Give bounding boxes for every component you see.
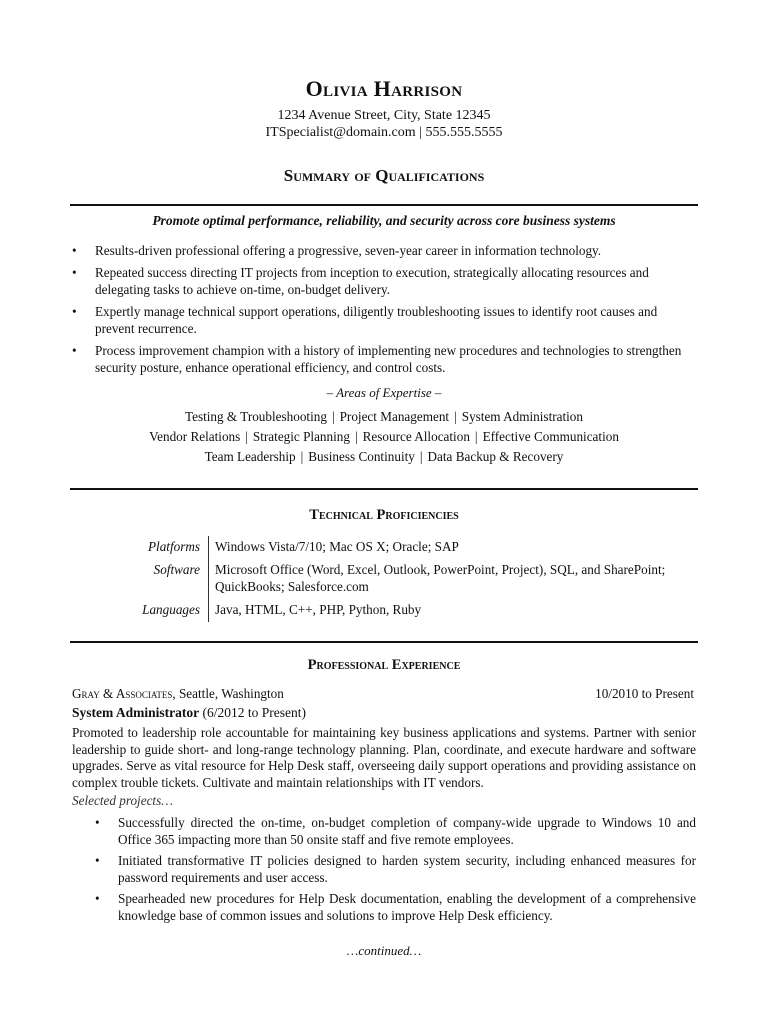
expertise-item: Testing & Troubleshooting xyxy=(184,409,327,424)
employment-dates: 10/2010 to Present xyxy=(595,686,694,701)
bullet-text: Results-driven professional offering a progressive, seven-year career in information technology. xyxy=(95,243,602,258)
role-title: System Administrator xyxy=(72,705,200,720)
list-item xyxy=(95,853,696,886)
list-item xyxy=(72,264,698,298)
expertise-separator: | xyxy=(331,409,335,424)
email: ITSpecialist@domain.com xyxy=(265,125,416,140)
table-row xyxy=(70,559,698,599)
address-line: 1234 Avenue Street, City, State 12345 xyxy=(277,108,491,123)
tech-label: Platforms xyxy=(70,536,209,559)
summary-bullets xyxy=(72,242,698,381)
expertise-item: Team Leadership xyxy=(204,449,296,464)
employer-row xyxy=(72,686,694,702)
bullet-glyph: • xyxy=(72,265,77,280)
expertise-item: Data Backup & Recovery xyxy=(427,449,564,464)
company-location: Seattle, Washington xyxy=(175,686,284,701)
bullet-glyph: • xyxy=(95,853,100,868)
technical-table xyxy=(70,536,698,622)
project-text: Successfully directed the on-time, on-budget completion of company-wide upgrade to Windows 10 and Office 365 impacting more than 50 onsite staff and five remote employees. xyxy=(118,815,696,847)
summary-title: Summary of Qualifications xyxy=(283,166,485,185)
tech-value: Microsoft Office (Word, Excel, Outlook, PowerPoint, Project), SQL, and SharePoint; QuickBooks; Salesforce.com xyxy=(215,562,666,594)
bullet-glyph: • xyxy=(72,243,77,258)
expertise-separator: | xyxy=(300,449,304,464)
phone: 555.555.5555 xyxy=(425,125,503,140)
bullet-text: Process improvement champion with a history of implementing new procedures and technologies to strengthen security posture, enhance operational efficiency, and control costs. xyxy=(95,343,682,375)
company-name: Gray & Associates, xyxy=(72,686,176,701)
expertise-item: Business Continuity xyxy=(308,449,415,464)
role-dates: (6/2012 to Present) xyxy=(199,705,306,720)
list-item xyxy=(72,242,698,259)
expertise-item: Strategic Planning xyxy=(252,429,350,444)
list-item xyxy=(72,303,698,337)
experience-title: Professional Experience xyxy=(307,657,461,673)
technical-rule xyxy=(70,488,698,490)
summary-tagline: Promote optimal performance, reliability, and security across core business systems xyxy=(152,213,616,228)
role-line xyxy=(72,705,306,721)
expertise-item: System Administration xyxy=(461,409,583,424)
contact-line xyxy=(0,125,768,141)
selected-projects-label: Selected projects… xyxy=(72,793,173,808)
expertise-line xyxy=(0,449,768,465)
bullet-glyph: • xyxy=(72,343,77,358)
expertise-item: Effective Communication xyxy=(482,429,619,444)
expertise-line xyxy=(0,429,768,445)
bullet-text: Expertly manage technical support operations, diligently troubleshooting issues to identify root causes and prevent recurrence. xyxy=(95,304,658,336)
expertise-item: Vendor Relations xyxy=(149,429,241,444)
expertise-line xyxy=(0,409,768,425)
bullet-text: Repeated success directing IT projects from inception to execution, strategically allocating resources and delegating tasks to achieve on-time, on-budget delivery. xyxy=(95,265,649,297)
bullet-glyph: • xyxy=(72,304,77,319)
list-item xyxy=(72,342,698,376)
candidate-name: Olivia Harrison xyxy=(305,76,463,101)
expertise-item: Resource Allocation xyxy=(362,429,470,444)
tech-value: Java, HTML, C++, PHP, Python, Ruby xyxy=(215,602,422,617)
expertise-separator: | xyxy=(454,409,457,424)
expertise-separator: | xyxy=(354,429,358,444)
tech-label: Software xyxy=(70,559,209,599)
technical-title: Technical Proficiencies xyxy=(309,507,459,523)
bullet-glyph: • xyxy=(95,891,100,906)
table-row xyxy=(70,536,698,559)
continued-note: …continued… xyxy=(346,943,422,958)
expertise-separator: | xyxy=(474,429,478,444)
list-item xyxy=(95,815,696,848)
expertise-title: – Areas of Expertise – xyxy=(326,385,442,400)
expertise-item: Project Management xyxy=(339,409,450,424)
contact-separator: | xyxy=(415,125,426,140)
project-text: Initiated transformative IT policies designed to harden system security, including enhanced measures for password requirements and user access. xyxy=(118,853,696,885)
summary-rule xyxy=(70,204,698,206)
table-row xyxy=(70,599,698,622)
role-description: Promoted to leadership role accountable for maintaining key business applications and systems. Partner with senior leadership to guide short- and long-range technology planning. Plan, coordinate, and execute hardware and software upgrades. Serve as vital resource for Help Desk staff, overseeing daily support operations and providing assistance on complex trouble tickets. Cultivate and maintain relationships with IT vendors. xyxy=(72,725,696,791)
project-bullets xyxy=(95,815,696,929)
experience-rule xyxy=(70,641,698,643)
bullet-glyph: • xyxy=(95,815,100,830)
list-item xyxy=(95,891,696,924)
expertise-separator: | xyxy=(245,429,248,444)
tech-label: Languages xyxy=(70,599,209,622)
project-text: Spearheaded new procedures for Help Desk documentation, enabling the development of a comprehensive knowledge base of common issues and solutions to improve Help Desk efficiency. xyxy=(118,891,696,923)
expertise-separator: | xyxy=(419,449,423,464)
tech-value: Windows Vista/7/10; Mac OS X; Oracle; SAP xyxy=(215,539,459,554)
